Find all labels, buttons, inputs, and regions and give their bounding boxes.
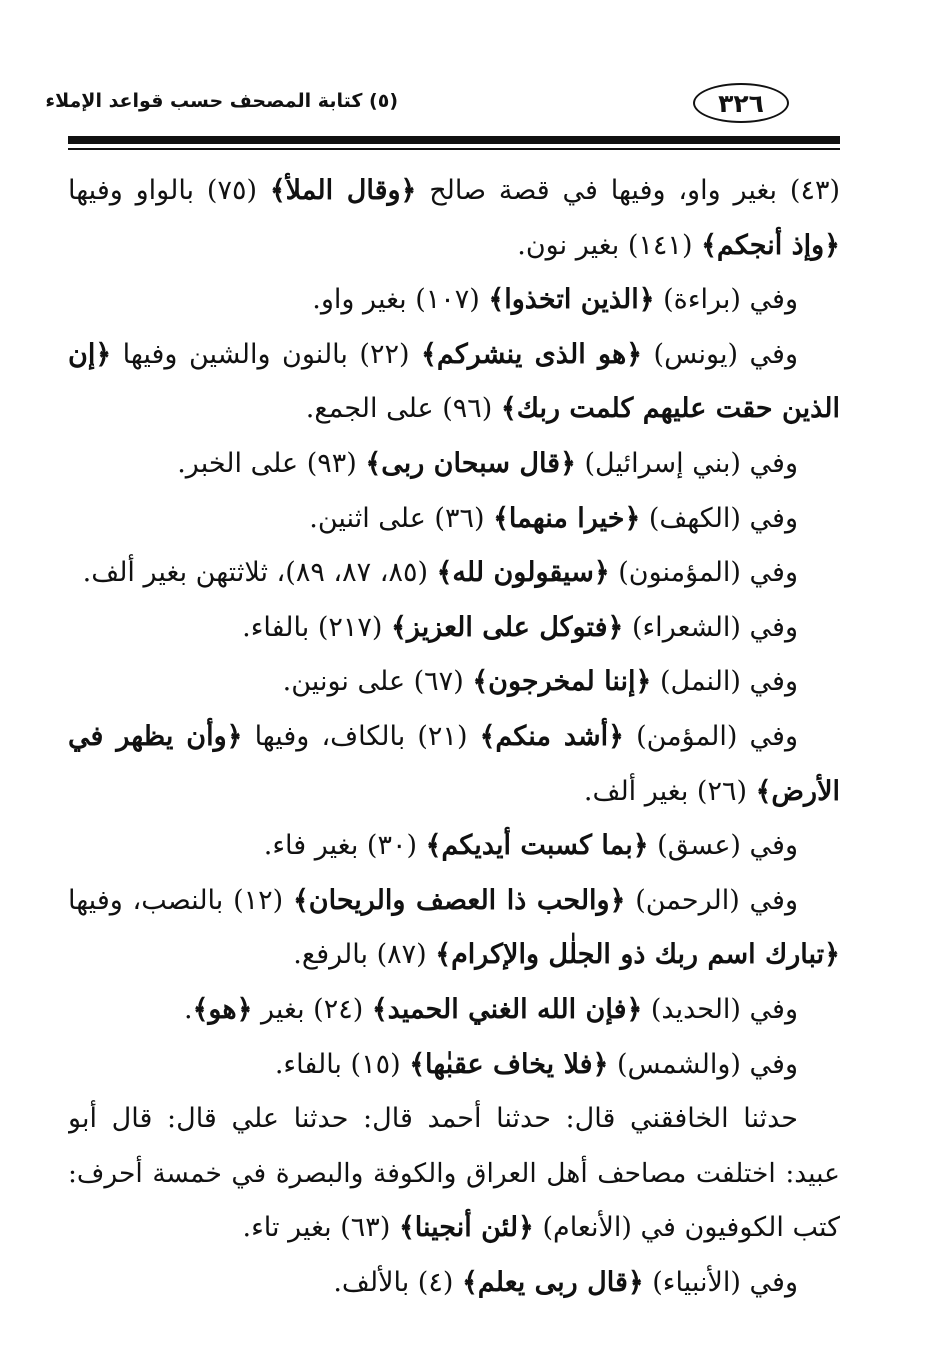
text-line [68,546,840,601]
text-run: (٢١٧) بالفاء. [242,611,391,643]
text-line [68,601,840,656]
text-run: (٦٧) على نونين. [282,666,473,698]
quran-verse: ﴿بما كسبت أيديكم﴾ [425,830,649,862]
quran-verse: ﴿وأن يظهر في [68,720,243,752]
header-rule-thin [68,148,840,150]
text-run: (٣٠) بغير فاء. [263,830,426,862]
text-line [68,1038,840,1093]
quran-verse: الأرض﴾ [755,775,840,807]
text-line [68,710,840,765]
quran-verse: ﴿فإن الله الغني الحميد﴾ [371,993,643,1025]
text-run: وفي (النمل) [651,666,798,698]
text-run: (٨٧) بالرفع. [293,939,436,971]
text-run: وفي (المؤمن) [623,720,798,752]
text-run: (٣٦) على اثنين. [309,502,494,534]
text-run: وفي (براءة) [654,284,798,316]
text-run: (٢٤) بغير [252,993,372,1025]
text-run: (٧٥) بالواو وفيها [68,175,270,206]
text-run: (٨٥، ٨٧، ٨٩)، ثلاثتهن بغير ألف. [82,557,437,589]
text-line [68,1092,840,1147]
text-line [68,765,840,820]
text-run: (٢٦) بغير ألف. [583,775,756,807]
quran-verse: ﴿فلا يخاف عقبٰها﴾ [409,1048,609,1080]
page-header [0,0,943,160]
text-run: وفي (عسق) [648,830,798,862]
text-run: وفي (الشعراء) [623,611,798,643]
quran-verse: ﴿تبارك اسم ربك ذو الجلٰل والإكرام﴾ [435,939,840,971]
text-line [68,819,840,874]
text-line [68,273,840,328]
text-run: (٤) بالألف. [333,1266,462,1298]
quran-verse: ﴿سيقولون لله﴾ [436,557,610,589]
text-line [68,928,840,983]
text-run: وفي (والشمس) [608,1048,798,1080]
quran-verse: ﴿لئن أنجينا﴾ [398,1212,534,1244]
text-run: وفي (المؤمنون) [609,557,798,589]
text-line [68,492,840,547]
text-run: وفي (يونس) [642,338,798,370]
text-line [68,1147,840,1202]
text-run: وفي (بني إسرائيل) [575,447,798,479]
text-line [68,164,840,219]
quran-verse: ﴿هو﴾ [192,993,253,1025]
text-run: وفي (الرحمن) [625,884,798,916]
text-run: (٩٣) على الخبر. [177,447,366,479]
text-run: (٦٣) بغير تاء. [242,1212,399,1244]
text-line [68,655,840,710]
text-run: (١٠٧) بغير واو. [312,284,489,316]
quran-verse: ﴿والحب ذا العصف والريحان﴾ [292,884,626,916]
text-run: عبيد: اختلفت مصاحف أهل العراق والكوفة والبصرة في خمسة أحرف: [68,1157,840,1189]
quran-verse: ﴿إننا لمخرجون﴾ [472,666,652,698]
quran-verse: ﴿خيرا منهما﴾ [493,502,641,534]
text-run: (٤٣) بغير واو، وفيها في قصة صالح [416,175,840,206]
quran-verse: ﴿وقال الملأ﴾ [269,175,417,206]
text-run: حدثنا الخافقني قال: حدثنا أحمد قال: حدثنا علي قال: قال أبو [68,1103,798,1135]
text-line [68,1201,840,1256]
text-run: (١٥) بالفاء. [274,1048,410,1080]
text-line [68,219,840,274]
text-run: (١٤١) بغير نون. [517,229,702,261]
text-run: كتب الكوفيون في (الأنعام) [533,1212,840,1244]
text-line [68,382,840,437]
text-line [68,437,840,492]
text-run: وفي (الكهف) [640,502,798,534]
quran-verse: الذين حقت عليهم كلمت ربك﴾ [500,393,840,425]
header-rule-thick [68,136,840,144]
quran-verse: ﴿وإذ أنجكم﴾ [701,229,840,261]
text-run: وفي (الحديد) [642,993,798,1025]
body-text [68,164,840,1310]
text-run: . [184,993,193,1025]
text-run: (٩٦) على الجمع. [305,393,501,425]
text-run: (٢٢) بالنون والشين وفيها [111,338,422,370]
quran-verse: ﴿قال ربى يعلم﴾ [461,1266,644,1298]
text-run: وفي (الأنبياء) [643,1266,798,1298]
page-number: ٣٢٦ [693,83,789,123]
quran-verse: ﴿أشد منكم﴾ [479,720,624,752]
running-title: (٥) كتابة المصحف حسب قواعد الإملاء [45,90,398,112]
quran-verse: ﴿فتوكل على العزيز﴾ [391,611,624,643]
text-line [68,874,840,929]
quran-verse: ﴿قال سبحان ربى﴾ [365,447,576,479]
quran-verse: ﴿إن [68,338,112,370]
text-line [68,1256,840,1311]
quran-verse: ﴿هو الذى ينشركم﴾ [421,338,643,370]
text-line [68,983,840,1038]
text-run: (١٢) بالنصب، وفيها [68,884,293,916]
text-run: (٢١) بالكاف، وفيها [242,720,480,752]
text-line [68,328,840,383]
quran-verse: ﴿الذين اتخذوا﴾ [488,284,655,316]
